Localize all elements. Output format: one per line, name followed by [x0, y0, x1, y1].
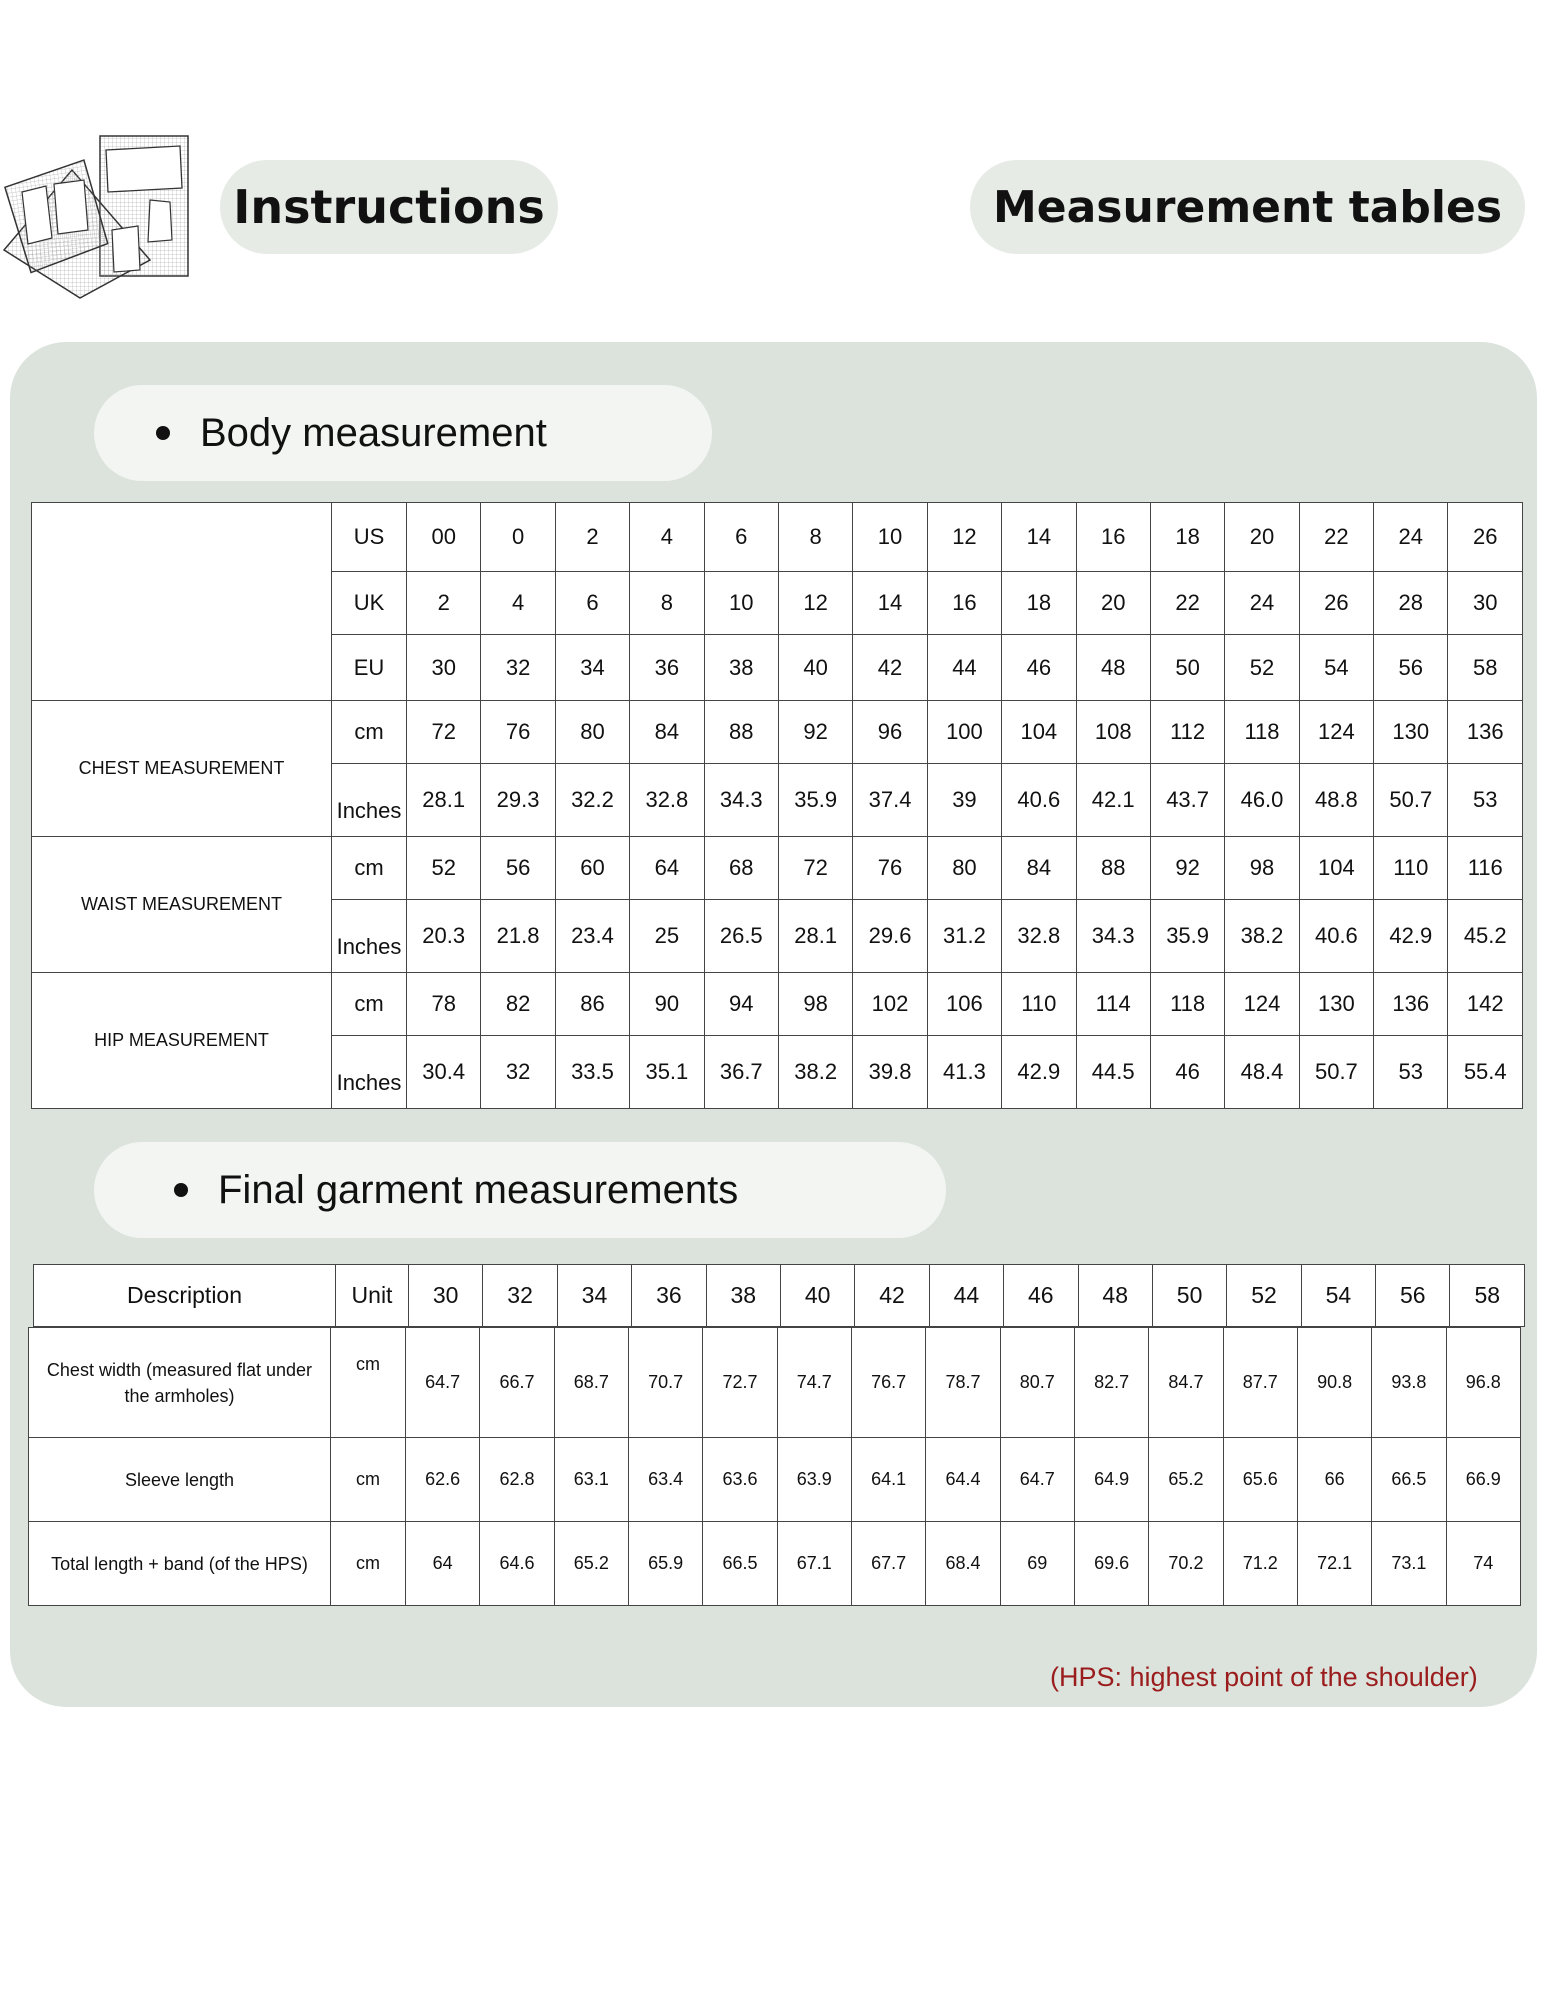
size-cell: 26: [1448, 503, 1523, 572]
size-cell: 6: [555, 572, 629, 635]
size-cell: 44: [927, 635, 1001, 701]
cm-value-cell: 108: [1076, 701, 1150, 764]
size-cell: 56: [1374, 635, 1448, 701]
size-cell: 12: [927, 503, 1001, 572]
garment-row: [29, 1438, 1521, 1522]
size-cell: 34: [555, 635, 629, 701]
cm-value-cell: 84: [1002, 837, 1076, 900]
cm-value-cell: 64: [630, 837, 704, 900]
measurement-cm-row: [32, 837, 1523, 900]
cm-value-cell: 100: [927, 701, 1001, 764]
inches-value-cell: 41.3: [927, 1036, 1001, 1109]
cm-value-cell: 104: [1299, 837, 1373, 900]
inches-value-cell: 40.6: [1299, 900, 1373, 973]
garment-value-cell: 65.2: [1149, 1438, 1223, 1522]
garment-value-cell: 68.7: [554, 1328, 628, 1438]
garment-description: Chest width (measured flat under the armholes): [29, 1328, 331, 1438]
size-header-cell: 32: [483, 1265, 557, 1327]
garment-measurement-table: [28, 1327, 1521, 1606]
garment-value-cell: 67.1: [777, 1522, 851, 1606]
garment-value-cell: 70.7: [628, 1328, 702, 1438]
size-header-cell: 52: [1227, 1265, 1301, 1327]
garment-value-cell: 93.8: [1372, 1328, 1446, 1438]
cm-value-cell: 56: [481, 837, 555, 900]
inches-value-cell: 48.4: [1225, 1036, 1299, 1109]
size-cell: 16: [927, 572, 1001, 635]
size-cell: 4: [481, 572, 555, 635]
inches-value-cell: 34.3: [704, 764, 778, 837]
inches-value-cell: 40.6: [1002, 764, 1076, 837]
size-header-cell: 40: [780, 1265, 854, 1327]
size-header-cell: 54: [1301, 1265, 1375, 1327]
garment-value-cell: 72.1: [1297, 1522, 1371, 1606]
garment-value-cell: 78.7: [926, 1328, 1000, 1438]
size-cell: 2: [555, 503, 629, 572]
bullet-icon: [174, 1183, 188, 1197]
size-cell: 0: [481, 503, 555, 572]
cm-value-cell: 130: [1299, 973, 1373, 1036]
cm-value-cell: 72: [407, 701, 481, 764]
inches-value-cell: 25: [630, 900, 704, 973]
inches-value-cell: 45.2: [1448, 900, 1523, 973]
size-cell: 4: [630, 503, 704, 572]
size-cell: 36: [630, 635, 704, 701]
cm-value-cell: 114: [1076, 973, 1150, 1036]
cm-value-cell: 110: [1002, 973, 1076, 1036]
inches-value-cell: 32.8: [630, 764, 704, 837]
inches-value-cell: 39.8: [853, 1036, 927, 1109]
garment-value-cell: 64: [406, 1522, 480, 1606]
garment-value-cell: 66: [1297, 1438, 1371, 1522]
garment-measurement-title: Final garment measurements: [218, 1167, 739, 1212]
instructions-label: Instructions: [233, 180, 545, 234]
cm-value-cell: 80: [927, 837, 1001, 900]
garment-value-cell: 63.1: [554, 1438, 628, 1522]
sewing-pattern-pieces-icon: [0, 130, 195, 300]
size-cell: 42: [853, 635, 927, 701]
inches-value-cell: 31.2: [927, 900, 1001, 973]
size-cell: 52: [1225, 635, 1299, 701]
size-system-label: UK: [332, 572, 407, 635]
garment-value-cell: 69.6: [1074, 1522, 1148, 1606]
size-cell: 8: [630, 572, 704, 635]
description-header: Description: [34, 1265, 336, 1327]
cm-value-cell: 104: [1002, 701, 1076, 764]
unit-cm-label: cm: [332, 701, 407, 764]
inches-value-cell: 46.0: [1225, 764, 1299, 837]
size-cell: 22: [1150, 572, 1224, 635]
size-cell: 46: [1002, 635, 1076, 701]
garment-value-cell: 65.2: [554, 1522, 628, 1606]
garment-value-cell: 71.2: [1223, 1522, 1297, 1606]
size-cell: 00: [407, 503, 481, 572]
inches-value-cell: 42.1: [1076, 764, 1150, 837]
garment-value-cell: 62.6: [406, 1438, 480, 1522]
cm-value-cell: 72: [778, 837, 852, 900]
garment-value-cell: 64.7: [1000, 1438, 1074, 1522]
inches-value-cell: 28.1: [778, 900, 852, 973]
cm-value-cell: 88: [704, 701, 778, 764]
inches-value-cell: 29.6: [853, 900, 927, 973]
body-measurement-table: [31, 502, 1523, 1109]
unit-inches-label: Inches: [332, 1036, 407, 1109]
garment-value-cell: 63.6: [703, 1438, 777, 1522]
blank-header-cell: [32, 503, 332, 701]
cm-value-cell: 76: [853, 837, 927, 900]
garment-value-cell: 64.1: [851, 1438, 925, 1522]
cm-value-cell: 130: [1374, 701, 1448, 764]
inches-value-cell: 32: [481, 1036, 555, 1109]
bullet-icon: [156, 426, 170, 440]
size-header-cell: 30: [409, 1265, 483, 1327]
unit-header: Unit: [336, 1265, 409, 1327]
inches-value-cell: 50.7: [1374, 764, 1448, 837]
garment-header-row: [34, 1265, 1525, 1327]
garment-value-cell: 76.7: [851, 1328, 925, 1438]
measurement-cm-row: [32, 701, 1523, 764]
size-header-cell: 38: [706, 1265, 780, 1327]
garment-unit: cm: [331, 1522, 406, 1606]
inches-value-cell: 53: [1448, 764, 1523, 837]
garment-value-cell: 67.7: [851, 1522, 925, 1606]
garment-row: [29, 1522, 1521, 1606]
cm-value-cell: 88: [1076, 837, 1150, 900]
garment-value-cell: 64.9: [1074, 1438, 1148, 1522]
inches-value-cell: 55.4: [1448, 1036, 1523, 1109]
garment-value-cell: 69: [1000, 1522, 1074, 1606]
garment-value-cell: 68.4: [926, 1522, 1000, 1606]
inches-value-cell: 37.4: [853, 764, 927, 837]
size-cell: 30: [407, 635, 481, 701]
cm-value-cell: 118: [1225, 701, 1299, 764]
unit-cm-label: cm: [332, 973, 407, 1036]
garment-row: [29, 1328, 1521, 1438]
size-cell: 38: [704, 635, 778, 701]
cm-value-cell: 102: [853, 973, 927, 1036]
size-cell: 24: [1225, 572, 1299, 635]
cm-value-cell: 52: [407, 837, 481, 900]
body-measurement-heading: [94, 385, 712, 481]
instructions-tab[interactable]: [220, 160, 558, 254]
inches-value-cell: 43.7: [1150, 764, 1224, 837]
inches-value-cell: 26.5: [704, 900, 778, 973]
inches-value-cell: 28.1: [407, 764, 481, 837]
inches-value-cell: 33.5: [555, 1036, 629, 1109]
size-header-cell: 48: [1078, 1265, 1152, 1327]
size-cell: 58: [1448, 635, 1523, 701]
garment-value-cell: 66.5: [1372, 1438, 1446, 1522]
inches-value-cell: 44.5: [1076, 1036, 1150, 1109]
inches-value-cell: 21.8: [481, 900, 555, 973]
measurement-label: CHEST MEASUREMENT: [32, 701, 332, 837]
garment-value-cell: 70.2: [1149, 1522, 1223, 1606]
measurement-tables-label: Measurement tables: [992, 181, 1503, 233]
garment-value-cell: 64.7: [406, 1328, 480, 1438]
size-header-cell: 58: [1450, 1265, 1525, 1327]
inches-value-cell: 35.1: [630, 1036, 704, 1109]
size-cell: 12: [778, 572, 852, 635]
size-cell: 14: [1002, 503, 1076, 572]
size-cell: 16: [1076, 503, 1150, 572]
inches-value-cell: 20.3: [407, 900, 481, 973]
size-cell: 26: [1299, 572, 1373, 635]
size-cell: 50: [1150, 635, 1224, 701]
garment-value-cell: 74.7: [777, 1328, 851, 1438]
cm-value-cell: 96: [853, 701, 927, 764]
cm-value-cell: 94: [704, 973, 778, 1036]
cm-value-cell: 80: [555, 701, 629, 764]
size-cell: 24: [1374, 503, 1448, 572]
garment-unit: cm: [331, 1438, 406, 1522]
garment-unit: cm: [331, 1328, 406, 1438]
cm-value-cell: 92: [1150, 837, 1224, 900]
cm-value-cell: 60: [555, 837, 629, 900]
size-cell: 54: [1299, 635, 1373, 701]
garment-value-cell: 62.8: [480, 1438, 554, 1522]
size-cell: 10: [704, 572, 778, 635]
garment-measurement-heading: [94, 1142, 946, 1238]
size-cell: 14: [853, 572, 927, 635]
garment-value-cell: 87.7: [1223, 1328, 1297, 1438]
size-cell: 10: [853, 503, 927, 572]
cm-value-cell: 76: [481, 701, 555, 764]
inches-value-cell: 32.8: [1002, 900, 1076, 973]
garment-value-cell: 84.7: [1149, 1328, 1223, 1438]
unit-cm-label: cm: [332, 837, 407, 900]
size-header-cell: 36: [632, 1265, 706, 1327]
size-system-row: [32, 503, 1523, 572]
size-header-cell: 56: [1376, 1265, 1450, 1327]
measurement-cm-row: [32, 973, 1523, 1036]
cm-value-cell: 124: [1299, 701, 1373, 764]
inches-value-cell: 30.4: [407, 1036, 481, 1109]
cm-value-cell: 110: [1374, 837, 1448, 900]
garment-value-cell: 74: [1446, 1522, 1520, 1606]
size-cell: 48: [1076, 635, 1150, 701]
cm-value-cell: 142: [1448, 973, 1523, 1036]
garment-value-cell: 82.7: [1074, 1328, 1148, 1438]
measurement-label: WAIST MEASUREMENT: [32, 837, 332, 973]
garment-value-cell: 72.7: [703, 1328, 777, 1438]
inches-value-cell: 39: [927, 764, 1001, 837]
inches-value-cell: 32.2: [555, 764, 629, 837]
size-cell: 28: [1374, 572, 1448, 635]
garment-value-cell: 80.7: [1000, 1328, 1074, 1438]
cm-value-cell: 92: [778, 701, 852, 764]
cm-value-cell: 136: [1374, 973, 1448, 1036]
size-cell: 40: [778, 635, 852, 701]
garment-value-cell: 63.9: [777, 1438, 851, 1522]
hps-footnote: (HPS: highest point of the shoulder): [1050, 1662, 1478, 1692]
garment-description: Sleeve length: [29, 1438, 331, 1522]
cm-value-cell: 90: [630, 973, 704, 1036]
size-cell: 18: [1002, 572, 1076, 635]
garment-value-cell: 64.4: [926, 1438, 1000, 1522]
inches-value-cell: 42.9: [1374, 900, 1448, 973]
inches-value-cell: 34.3: [1076, 900, 1150, 973]
inches-value-cell: 29.3: [481, 764, 555, 837]
inches-value-cell: 53: [1374, 1036, 1448, 1109]
inches-value-cell: 23.4: [555, 900, 629, 973]
cm-value-cell: 68: [704, 837, 778, 900]
garment-value-cell: 90.8: [1297, 1328, 1371, 1438]
garment-header-table: [33, 1264, 1525, 1327]
size-cell: 6: [704, 503, 778, 572]
garment-value-cell: 96.8: [1446, 1328, 1520, 1438]
size-header-cell: 44: [929, 1265, 1003, 1327]
size-header-cell: 34: [557, 1265, 631, 1327]
inches-value-cell: 50.7: [1299, 1036, 1373, 1109]
size-cell: 8: [778, 503, 852, 572]
inches-value-cell: 38.2: [1225, 900, 1299, 973]
inches-value-cell: 38.2: [778, 1036, 852, 1109]
size-cell: 18: [1150, 503, 1224, 572]
garment-value-cell: 63.4: [628, 1438, 702, 1522]
measurement-label: HIP MEASUREMENT: [32, 973, 332, 1109]
cm-value-cell: 124: [1225, 973, 1299, 1036]
garment-value-cell: 65.9: [628, 1522, 702, 1606]
size-cell: 22: [1299, 503, 1373, 572]
unit-inches-label: Inches: [332, 900, 407, 973]
body-measurement-title: Body measurement: [200, 410, 547, 455]
garment-value-cell: 64.6: [480, 1522, 554, 1606]
cm-value-cell: 98: [778, 973, 852, 1036]
cm-value-cell: 84: [630, 701, 704, 764]
size-header-cell: 42: [855, 1265, 929, 1327]
inches-value-cell: 46: [1150, 1036, 1224, 1109]
garment-value-cell: 73.1: [1372, 1522, 1446, 1606]
cm-value-cell: 116: [1448, 837, 1523, 900]
garment-value-cell: 66.5: [703, 1522, 777, 1606]
size-cell: 30: [1448, 572, 1523, 635]
size-system-label: US: [332, 503, 407, 572]
garment-value-cell: 66.7: [480, 1328, 554, 1438]
measurement-tables-tab[interactable]: [970, 160, 1525, 254]
size-system-label: EU: [332, 635, 407, 701]
size-header-cell: 46: [1004, 1265, 1078, 1327]
logo: [0, 130, 195, 300]
cm-value-cell: 106: [927, 973, 1001, 1036]
inches-value-cell: 35.9: [1150, 900, 1224, 973]
unit-inches-label: Inches: [332, 764, 407, 837]
size-header-cell: 50: [1152, 1265, 1226, 1327]
cm-value-cell: 118: [1150, 973, 1224, 1036]
inches-value-cell: 35.9: [778, 764, 852, 837]
size-cell: 32: [481, 635, 555, 701]
cm-value-cell: 78: [407, 973, 481, 1036]
inches-value-cell: 42.9: [1002, 1036, 1076, 1109]
garment-value-cell: 65.6: [1223, 1438, 1297, 1522]
garment-description: Total length + band (of the HPS): [29, 1522, 331, 1606]
size-cell: 20: [1225, 503, 1299, 572]
garment-value-cell: 66.9: [1446, 1438, 1520, 1522]
cm-value-cell: 86: [555, 973, 629, 1036]
size-cell: 2: [407, 572, 481, 635]
size-cell: 20: [1076, 572, 1150, 635]
inches-value-cell: 36.7: [704, 1036, 778, 1109]
inches-value-cell: 48.8: [1299, 764, 1373, 837]
cm-value-cell: 82: [481, 973, 555, 1036]
cm-value-cell: 98: [1225, 837, 1299, 900]
cm-value-cell: 136: [1448, 701, 1523, 764]
cm-value-cell: 112: [1150, 701, 1224, 764]
